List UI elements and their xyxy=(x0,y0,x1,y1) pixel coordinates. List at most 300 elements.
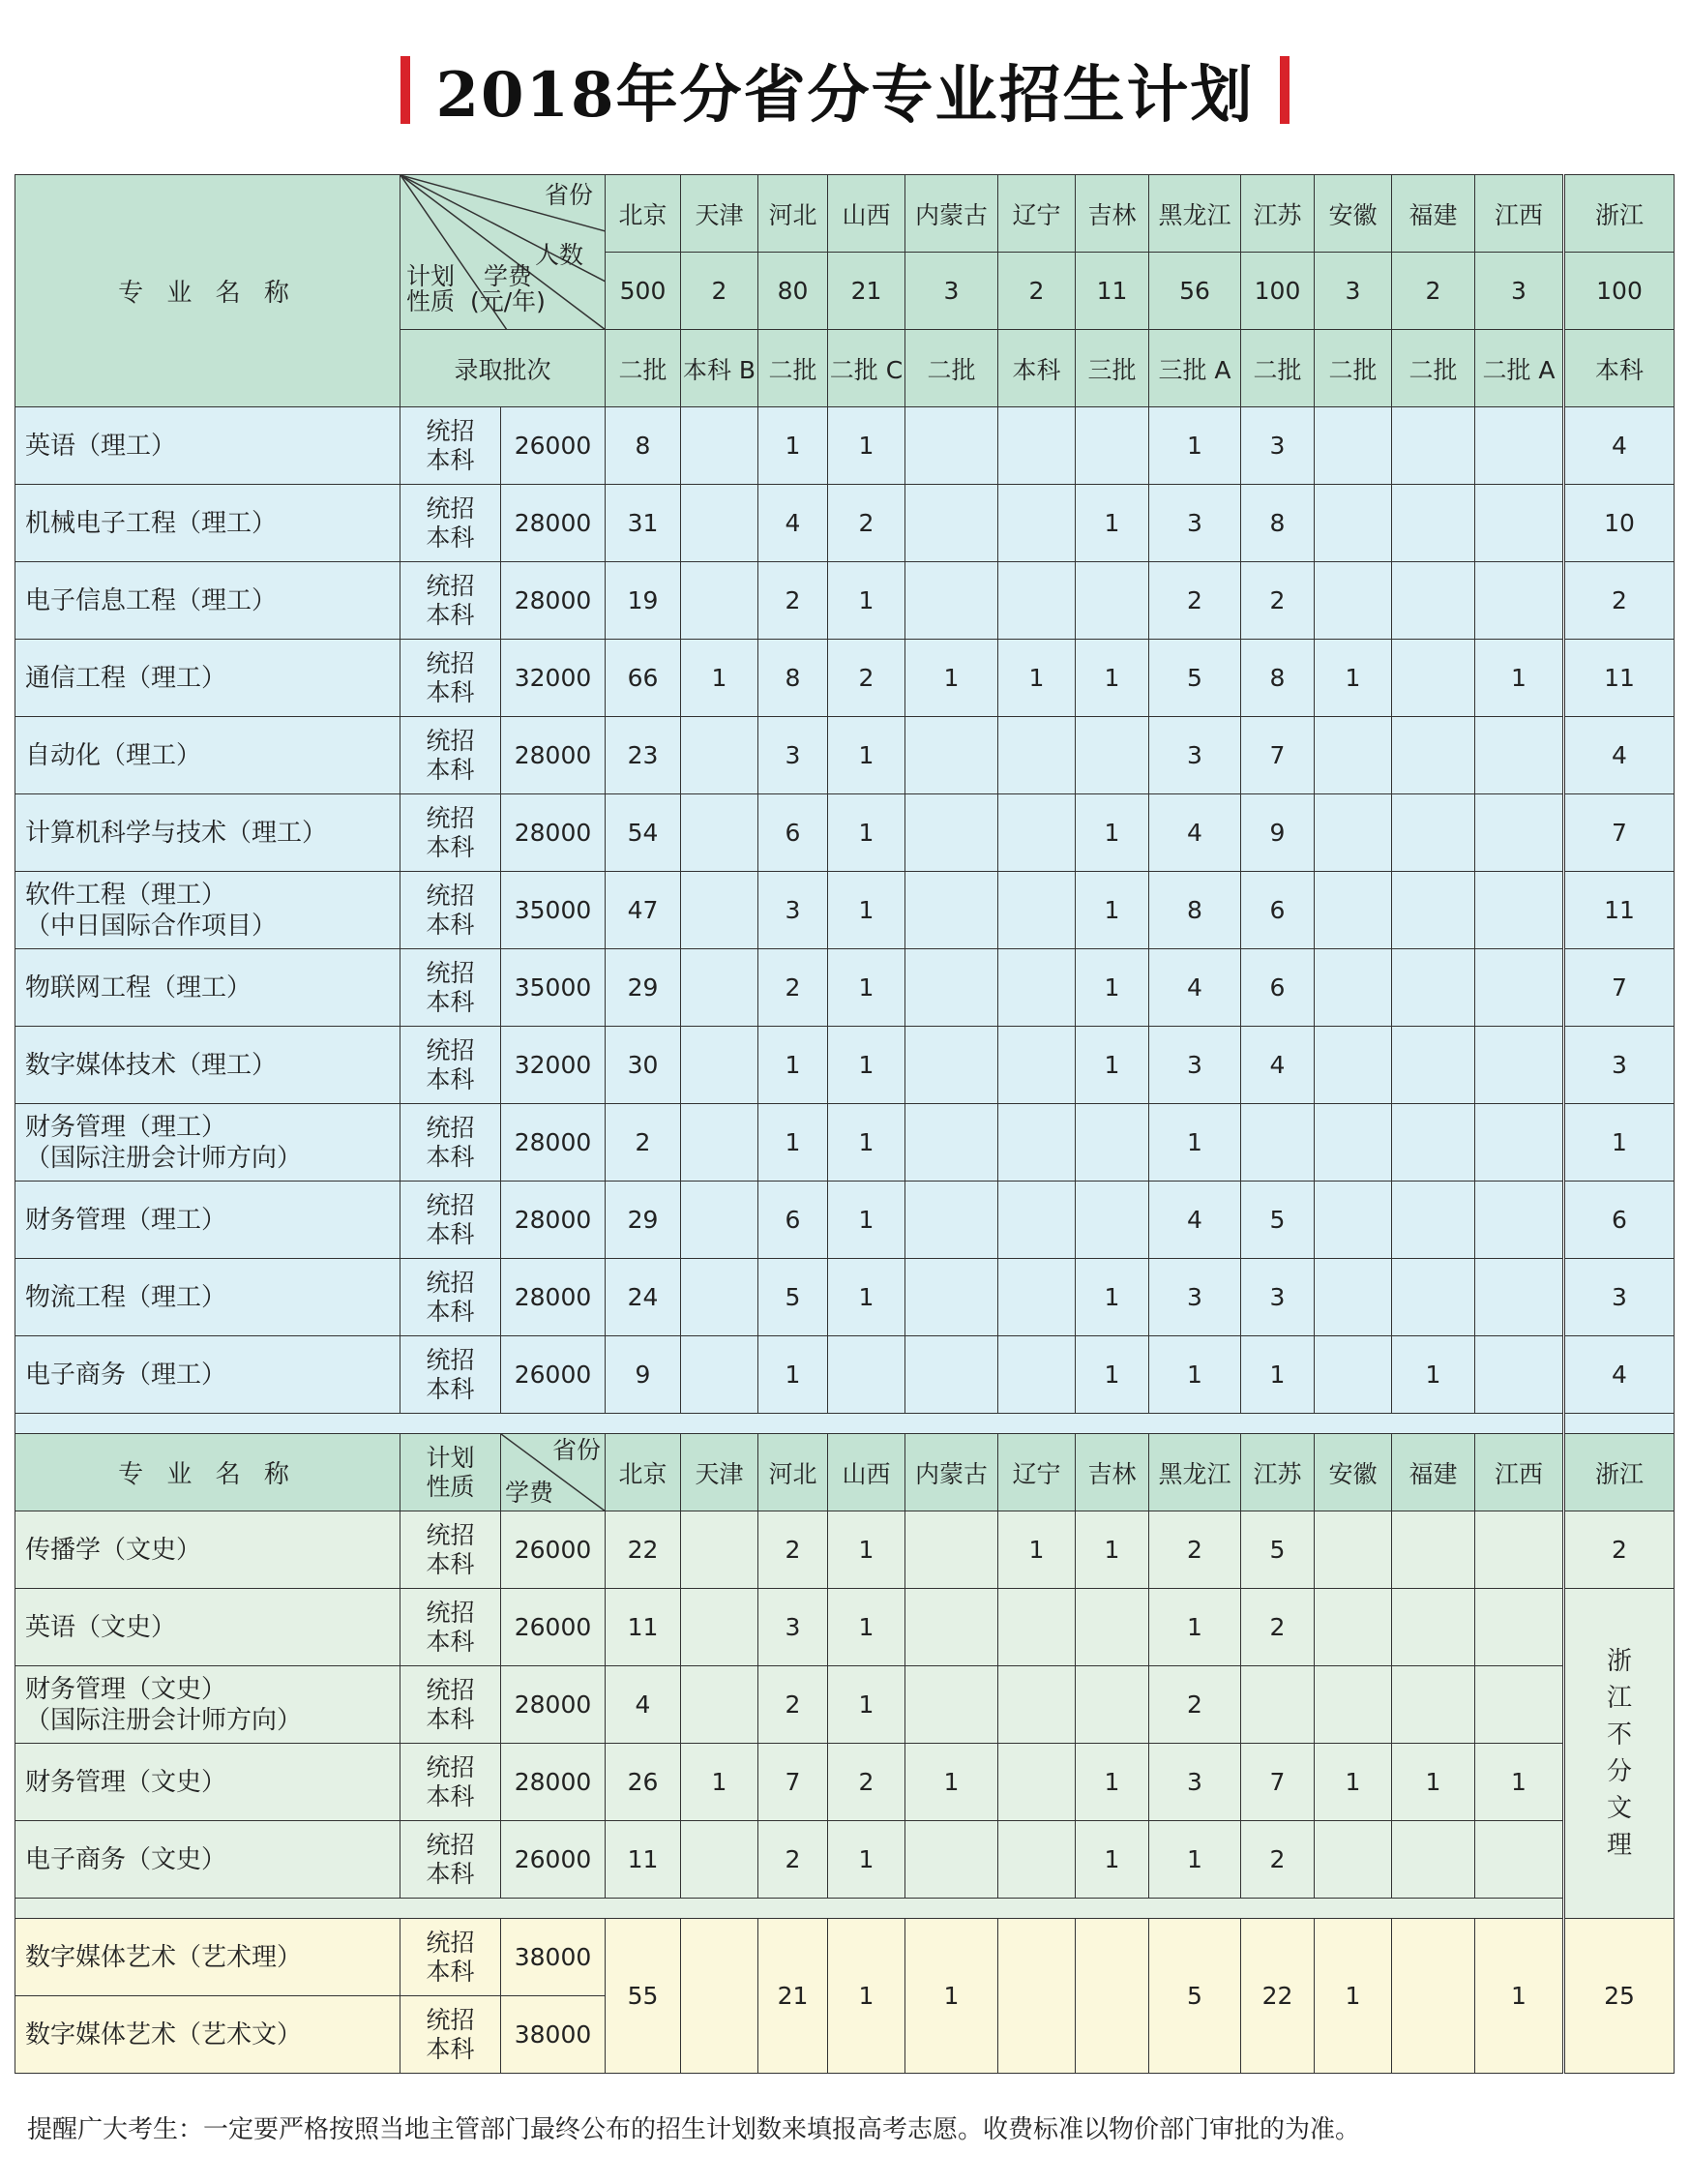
quota-cell: 8 xyxy=(1241,485,1315,562)
plan-nature: 统招 本科 xyxy=(400,872,501,949)
province-header: 河北 xyxy=(758,1434,828,1511)
count-label: 人数 xyxy=(534,241,583,269)
table-row xyxy=(15,1104,1675,1182)
quota-cell xyxy=(681,1182,758,1259)
province-header: 浙江 xyxy=(1564,1434,1675,1511)
table-row xyxy=(15,1821,1675,1899)
quota-cell xyxy=(905,794,998,872)
quota-cell: 22 xyxy=(1241,1919,1315,2074)
quota-cell xyxy=(681,1666,758,1744)
quota-cell: 1 xyxy=(681,1744,758,1821)
quota-cell: 1 xyxy=(828,794,905,872)
quota-cell xyxy=(1475,407,1564,485)
quota-cell xyxy=(1076,1182,1149,1259)
major-name: 数字媒体艺术（艺术理） xyxy=(15,1919,400,1996)
admission-batch: 三批 xyxy=(1076,330,1149,407)
quota-cell: 4 xyxy=(1241,1027,1315,1104)
quota-cell: 1 xyxy=(1076,1511,1149,1589)
quota-cell xyxy=(1392,1666,1475,1744)
quota-cell xyxy=(1315,1182,1392,1259)
quota-cell xyxy=(1475,1259,1564,1336)
major-name: 自动化（理工） xyxy=(15,717,400,794)
table-row xyxy=(15,1589,1675,1666)
quota-cell xyxy=(1315,407,1392,485)
section-separator xyxy=(15,1899,1675,1919)
quota-cell: 2 xyxy=(606,1104,681,1182)
quota-cell xyxy=(998,1259,1076,1336)
admission-batch: 二批 xyxy=(1241,330,1315,407)
quota-cell: 6 xyxy=(758,1182,828,1259)
major-name: 财务管理（理工） xyxy=(15,1182,400,1259)
quota-cell: 8 xyxy=(606,407,681,485)
table-row xyxy=(15,1027,1675,1104)
quota-cell: 3 xyxy=(1149,485,1241,562)
major-name: 数字媒体艺术（艺术文） xyxy=(15,1996,400,2074)
quota-cell xyxy=(1315,1589,1392,1666)
quota-cell xyxy=(1076,562,1149,640)
province-header: 辽宁 xyxy=(998,175,1076,253)
quota-cell: 29 xyxy=(606,949,681,1027)
quota-cell xyxy=(1475,1589,1564,1666)
quota-cell xyxy=(1315,1666,1392,1744)
quota-cell xyxy=(905,1027,998,1104)
quota-cell xyxy=(681,1259,758,1336)
quota-cell xyxy=(681,562,758,640)
quota-cell xyxy=(1315,1104,1392,1182)
quota-cell xyxy=(1392,1259,1475,1336)
quota-cell: 4 xyxy=(1149,794,1241,872)
tuition-fee: 35000 xyxy=(501,949,606,1027)
table-row xyxy=(15,1511,1675,1589)
quota-cell: 8 xyxy=(1149,872,1241,949)
province-count: 56 xyxy=(1149,253,1241,330)
province-header: 安徽 xyxy=(1315,175,1392,253)
plan-nature: 统招 本科 xyxy=(400,640,501,717)
quota-cell: 3 xyxy=(758,872,828,949)
admission-batch: 二批 xyxy=(1315,330,1392,407)
quota-cell: 1 xyxy=(1149,1821,1241,1899)
quota-cell xyxy=(1315,1027,1392,1104)
plan-nature: 统招 本科 xyxy=(400,1919,501,1996)
major-name: 英语（文史） xyxy=(15,1589,400,1666)
quota-cell xyxy=(1392,1821,1475,1899)
province-header: 江苏 xyxy=(1241,1434,1315,1511)
province-count: 3 xyxy=(1475,253,1564,330)
quota-cell xyxy=(681,1919,758,2074)
quota-cell xyxy=(1475,794,1564,872)
province-count: 100 xyxy=(1241,253,1315,330)
table-row xyxy=(15,1919,1675,1996)
table-row xyxy=(15,1336,1675,1414)
quota-cell xyxy=(998,1336,1076,1414)
quota-cell: 7 xyxy=(1241,1744,1315,1821)
quota-cell: 25 xyxy=(1564,1919,1675,2074)
quota-cell xyxy=(1392,1182,1475,1259)
tuition-fee: 26000 xyxy=(501,1511,606,1589)
quota-cell xyxy=(1392,717,1475,794)
province-header: 天津 xyxy=(681,1434,758,1511)
province-count: 100 xyxy=(1564,253,1675,330)
quota-cell xyxy=(1076,1666,1149,1744)
quota-cell xyxy=(681,1511,758,1589)
major-name: 物联网工程（理工） xyxy=(15,949,400,1027)
quota-cell: 54 xyxy=(606,794,681,872)
quota-cell xyxy=(998,1744,1076,1821)
quota-cell xyxy=(1392,1589,1475,1666)
major-name: 英语（理工） xyxy=(15,407,400,485)
quota-cell: 30 xyxy=(606,1027,681,1104)
quota-cell xyxy=(998,562,1076,640)
quota-cell: 1 xyxy=(1475,640,1564,717)
quota-cell: 6 xyxy=(1564,1182,1675,1259)
quota-cell xyxy=(905,1182,998,1259)
quota-cell: 1 xyxy=(828,1259,905,1336)
quota-cell: 2 xyxy=(758,562,828,640)
tuition-fee: 26000 xyxy=(501,1821,606,1899)
quota-cell xyxy=(681,872,758,949)
quota-cell: 1 xyxy=(1076,1821,1149,1899)
quota-cell xyxy=(681,1336,758,1414)
quota-cell: 1 xyxy=(828,1666,905,1744)
quota-cell: 1 xyxy=(1076,1027,1149,1104)
quota-cell: 1 xyxy=(828,949,905,1027)
plan-nature: 统招 本科 xyxy=(400,1182,501,1259)
quota-cell xyxy=(1392,640,1475,717)
quota-cell: 26 xyxy=(606,1744,681,1821)
table-row xyxy=(15,1259,1675,1336)
plan-nature: 统招 本科 xyxy=(400,1259,501,1336)
table-row xyxy=(15,640,1675,717)
quota-cell xyxy=(681,794,758,872)
province-header: 福建 xyxy=(1392,175,1475,253)
major-name: 计算机科学与技术（理工） xyxy=(15,794,400,872)
plan-nature: 统招 本科 xyxy=(400,562,501,640)
province-count: 80 xyxy=(758,253,828,330)
quota-cell xyxy=(998,1027,1076,1104)
tuition-fee: 26000 xyxy=(501,1589,606,1666)
quota-cell: 1 xyxy=(905,640,998,717)
province-header: 内蒙古 xyxy=(905,1434,998,1511)
quota-cell xyxy=(998,1821,1076,1899)
quota-cell xyxy=(1392,1104,1475,1182)
plan-nature: 统招 本科 xyxy=(400,794,501,872)
quota-cell: 1 xyxy=(1076,949,1149,1027)
tuition-fee: 26000 xyxy=(501,1336,606,1414)
quota-cell: 2 xyxy=(758,1821,828,1899)
fee-label: 学费 xyxy=(505,1479,554,1507)
quota-cell: 1 xyxy=(1241,1336,1315,1414)
quota-cell xyxy=(1315,872,1392,949)
quota-cell: 4 xyxy=(1564,717,1675,794)
quota-cell: 21 xyxy=(758,1919,828,2074)
quota-cell xyxy=(998,1589,1076,1666)
quota-cell: 2 xyxy=(758,1511,828,1589)
province-header: 天津 xyxy=(681,175,758,253)
province-count: 3 xyxy=(1315,253,1392,330)
major-name-header: 专 业 名 称 xyxy=(15,1434,400,1511)
quota-cell: 1 xyxy=(681,640,758,717)
major-name: 财务管理（理工） （国际注册会计师方向） xyxy=(15,1104,400,1182)
quota-cell: 11 xyxy=(606,1821,681,1899)
quota-cell: 1 xyxy=(828,407,905,485)
quota-cell: 6 xyxy=(758,794,828,872)
quota-cell xyxy=(1475,717,1564,794)
title-bar-left xyxy=(400,56,410,124)
plan-nature: 统招 本科 xyxy=(400,1821,501,1899)
province-header: 浙江 xyxy=(1564,175,1675,253)
quota-cell xyxy=(1315,717,1392,794)
quota-cell: 23 xyxy=(606,717,681,794)
quota-cell: 3 xyxy=(1149,1744,1241,1821)
quota-cell: 3 xyxy=(1149,1027,1241,1104)
quota-cell xyxy=(1315,794,1392,872)
quota-cell xyxy=(1315,1511,1392,1589)
quota-cell xyxy=(1315,562,1392,640)
province-header: 福建 xyxy=(1392,1434,1475,1511)
plan-nature: 统招 本科 xyxy=(400,717,501,794)
quota-cell: 1 xyxy=(1076,485,1149,562)
quota-cell: 1 xyxy=(828,1027,905,1104)
province-header: 吉林 xyxy=(1076,175,1149,253)
quota-cell xyxy=(1475,1666,1564,1744)
province-header: 江西 xyxy=(1475,175,1564,253)
page-title: 2018年分省分专业招生计划 xyxy=(435,59,1255,132)
province-header: 辽宁 xyxy=(998,1434,1076,1511)
province-count: 2 xyxy=(681,253,758,330)
fee-label: 学费 (元/年) xyxy=(470,262,546,315)
quota-cell: 2 xyxy=(758,1666,828,1744)
quota-cell: 7 xyxy=(758,1744,828,1821)
quota-cell xyxy=(998,1919,1076,2074)
quota-cell: 2 xyxy=(1564,562,1675,640)
major-name: 电子信息工程（理工） xyxy=(15,562,400,640)
quota-cell xyxy=(1475,1511,1564,1589)
footer-note: 提醒广大考生：一定要严格按照当地主管部门最终公布的招生计划数来填报高考志愿。收费标准以物价部门审批的为准。 xyxy=(27,2115,1361,2144)
quota-cell: 1 xyxy=(758,1027,828,1104)
quota-cell: 5 xyxy=(1149,1919,1241,2074)
quota-cell xyxy=(905,562,998,640)
quota-cell xyxy=(1392,1027,1475,1104)
admission-batch: 二批 A xyxy=(1475,330,1564,407)
quota-cell xyxy=(681,407,758,485)
quota-cell: 1 xyxy=(1149,1104,1241,1182)
quota-cell: 1 xyxy=(998,1511,1076,1589)
quota-cell xyxy=(905,1821,998,1899)
quota-cell: 3 xyxy=(758,717,828,794)
province-header: 河北 xyxy=(758,175,828,253)
quota-cell xyxy=(998,1666,1076,1744)
quota-cell: 5 xyxy=(1241,1511,1315,1589)
quota-cell xyxy=(1315,949,1392,1027)
header-row-provinces xyxy=(15,175,1675,253)
quota-cell: 9 xyxy=(606,1336,681,1414)
major-name: 财务管理（文史） xyxy=(15,1744,400,1821)
quota-cell xyxy=(1475,1027,1564,1104)
table-row xyxy=(15,562,1675,640)
quota-cell: 1 xyxy=(828,1511,905,1589)
quota-cell xyxy=(1392,1511,1475,1589)
quota-cell: 1 xyxy=(828,562,905,640)
quota-cell xyxy=(1241,1104,1315,1182)
quota-cell xyxy=(905,1511,998,1589)
admission-batch: 二批 xyxy=(1392,330,1475,407)
quota-cell xyxy=(681,1104,758,1182)
table-row xyxy=(15,1666,1675,1744)
liberal-header-row xyxy=(15,1434,1675,1511)
quota-cell: 1 xyxy=(1475,1744,1564,1821)
table-row xyxy=(15,1744,1675,1821)
quota-cell: 3 xyxy=(1149,717,1241,794)
quota-cell: 3 xyxy=(1241,1259,1315,1336)
admission-batch: 二批 xyxy=(606,330,681,407)
quota-cell: 1 xyxy=(1076,1259,1149,1336)
quota-cell: 2 xyxy=(1241,562,1315,640)
quota-cell: 9 xyxy=(1241,794,1315,872)
quota-cell: 1 xyxy=(1076,640,1149,717)
province-header: 北京 xyxy=(606,175,681,253)
quota-cell: 1 xyxy=(758,407,828,485)
quota-cell: 2 xyxy=(1241,1589,1315,1666)
tuition-fee: 28000 xyxy=(501,562,606,640)
major-name: 传播学（文史） xyxy=(15,1511,400,1589)
major-name: 电子商务（文史） xyxy=(15,1821,400,1899)
tuition-fee: 28000 xyxy=(501,1182,606,1259)
quota-cell xyxy=(1076,1589,1149,1666)
quota-cell xyxy=(1475,872,1564,949)
quota-cell xyxy=(998,949,1076,1027)
admission-batch: 三批 A xyxy=(1149,330,1241,407)
plan-nature: 统招 本科 xyxy=(400,1027,501,1104)
province-header: 吉林 xyxy=(1076,1434,1149,1511)
quota-cell: 1 xyxy=(905,1919,998,2074)
quota-cell: 4 xyxy=(1149,949,1241,1027)
title-area xyxy=(0,37,1690,143)
quota-cell: 1 xyxy=(1076,872,1149,949)
quota-cell xyxy=(998,794,1076,872)
quota-cell xyxy=(998,1104,1076,1182)
quota-cell xyxy=(1392,872,1475,949)
plan-nature-label: 计划 性质 xyxy=(406,262,456,315)
quota-cell: 1 xyxy=(828,717,905,794)
quota-cell: 3 xyxy=(1241,407,1315,485)
quota-cell xyxy=(681,1589,758,1666)
quota-cell: 5 xyxy=(758,1259,828,1336)
quota-cell xyxy=(681,949,758,1027)
quota-cell xyxy=(905,717,998,794)
province-count: 2 xyxy=(1392,253,1475,330)
province-header: 江西 xyxy=(1475,1434,1564,1511)
tuition-fee: 28000 xyxy=(501,485,606,562)
zhejiang-note: 浙 江 不 分 文 理 xyxy=(1564,1589,1675,1919)
quota-cell: 3 xyxy=(758,1589,828,1666)
province-count: 21 xyxy=(828,253,905,330)
quota-cell: 2 xyxy=(758,949,828,1027)
quota-cell: 11 xyxy=(1564,872,1675,949)
plan-nature: 统招 本科 xyxy=(400,1996,501,2074)
plan-nature: 统招 本科 xyxy=(400,1511,501,1589)
quota-cell: 1 xyxy=(1392,1336,1475,1414)
major-name: 数字媒体技术（理工） xyxy=(15,1027,400,1104)
quota-cell: 2 xyxy=(1241,1821,1315,1899)
quota-cell xyxy=(1392,407,1475,485)
quota-cell xyxy=(905,1666,998,1744)
quota-cell: 1 xyxy=(998,640,1076,717)
plan-nature: 统招 本科 xyxy=(400,1589,501,1666)
quota-cell: 22 xyxy=(606,1511,681,1589)
quota-cell xyxy=(998,717,1076,794)
quota-cell xyxy=(1392,485,1475,562)
quota-cell xyxy=(1392,794,1475,872)
quota-cell xyxy=(1076,717,1149,794)
quota-cell: 7 xyxy=(1564,949,1675,1027)
table-row xyxy=(15,407,1675,485)
tuition-fee: 28000 xyxy=(501,1259,606,1336)
quota-cell: 1 xyxy=(758,1336,828,1414)
tuition-fee: 35000 xyxy=(501,872,606,949)
quota-cell: 8 xyxy=(758,640,828,717)
batch-label: 录取批次 xyxy=(400,330,606,407)
quota-cell: 2 xyxy=(1149,1511,1241,1589)
plan-nature-label: 计划 性质 xyxy=(400,1434,501,1511)
quota-cell: 1 xyxy=(1076,1336,1149,1414)
tuition-fee: 28000 xyxy=(501,717,606,794)
quota-cell: 3 xyxy=(1564,1027,1675,1104)
quota-cell: 1 xyxy=(1076,794,1149,872)
tuition-fee: 28000 xyxy=(501,1744,606,1821)
quota-cell: 2 xyxy=(828,485,905,562)
admission-batch: 二批 xyxy=(905,330,998,407)
quota-cell xyxy=(905,1589,998,1666)
quota-cell: 66 xyxy=(606,640,681,717)
quota-cell: 19 xyxy=(606,562,681,640)
quota-cell xyxy=(905,407,998,485)
quota-cell: 5 xyxy=(1241,1182,1315,1259)
plan-nature: 统招 本科 xyxy=(400,1336,501,1414)
tuition-fee: 28000 xyxy=(501,1104,606,1182)
quota-cell: 11 xyxy=(606,1589,681,1666)
province-header: 山西 xyxy=(828,1434,905,1511)
quota-cell xyxy=(1076,407,1149,485)
plan-nature: 统招 本科 xyxy=(400,407,501,485)
table-row xyxy=(15,1182,1675,1259)
province-header: 内蒙古 xyxy=(905,175,998,253)
quota-cell: 1 xyxy=(1149,407,1241,485)
title-bar-right xyxy=(1280,56,1290,124)
province-count: 500 xyxy=(606,253,681,330)
quota-cell xyxy=(905,872,998,949)
admission-batch: 二批 C xyxy=(828,330,905,407)
quota-cell: 4 xyxy=(1564,1336,1675,1414)
province-header: 安徽 xyxy=(1315,1434,1392,1511)
quota-cell xyxy=(905,1259,998,1336)
quota-cell: 7 xyxy=(1241,717,1315,794)
quota-cell xyxy=(1475,562,1564,640)
province-count: 3 xyxy=(905,253,998,330)
quota-cell xyxy=(681,1027,758,1104)
major-name: 财务管理（文史） （国际注册会计师方向） xyxy=(15,1666,400,1744)
quota-cell: 5 xyxy=(1149,640,1241,717)
quota-cell: 4 xyxy=(1564,407,1675,485)
quota-cell: 2 xyxy=(1564,1511,1675,1589)
quota-cell: 47 xyxy=(606,872,681,949)
quota-cell: 24 xyxy=(606,1259,681,1336)
quota-cell: 10 xyxy=(1564,485,1675,562)
quota-cell xyxy=(1392,562,1475,640)
quota-cell xyxy=(1475,949,1564,1027)
quota-cell xyxy=(998,407,1076,485)
quota-cell xyxy=(681,717,758,794)
plan-nature: 统招 本科 xyxy=(400,1104,501,1182)
